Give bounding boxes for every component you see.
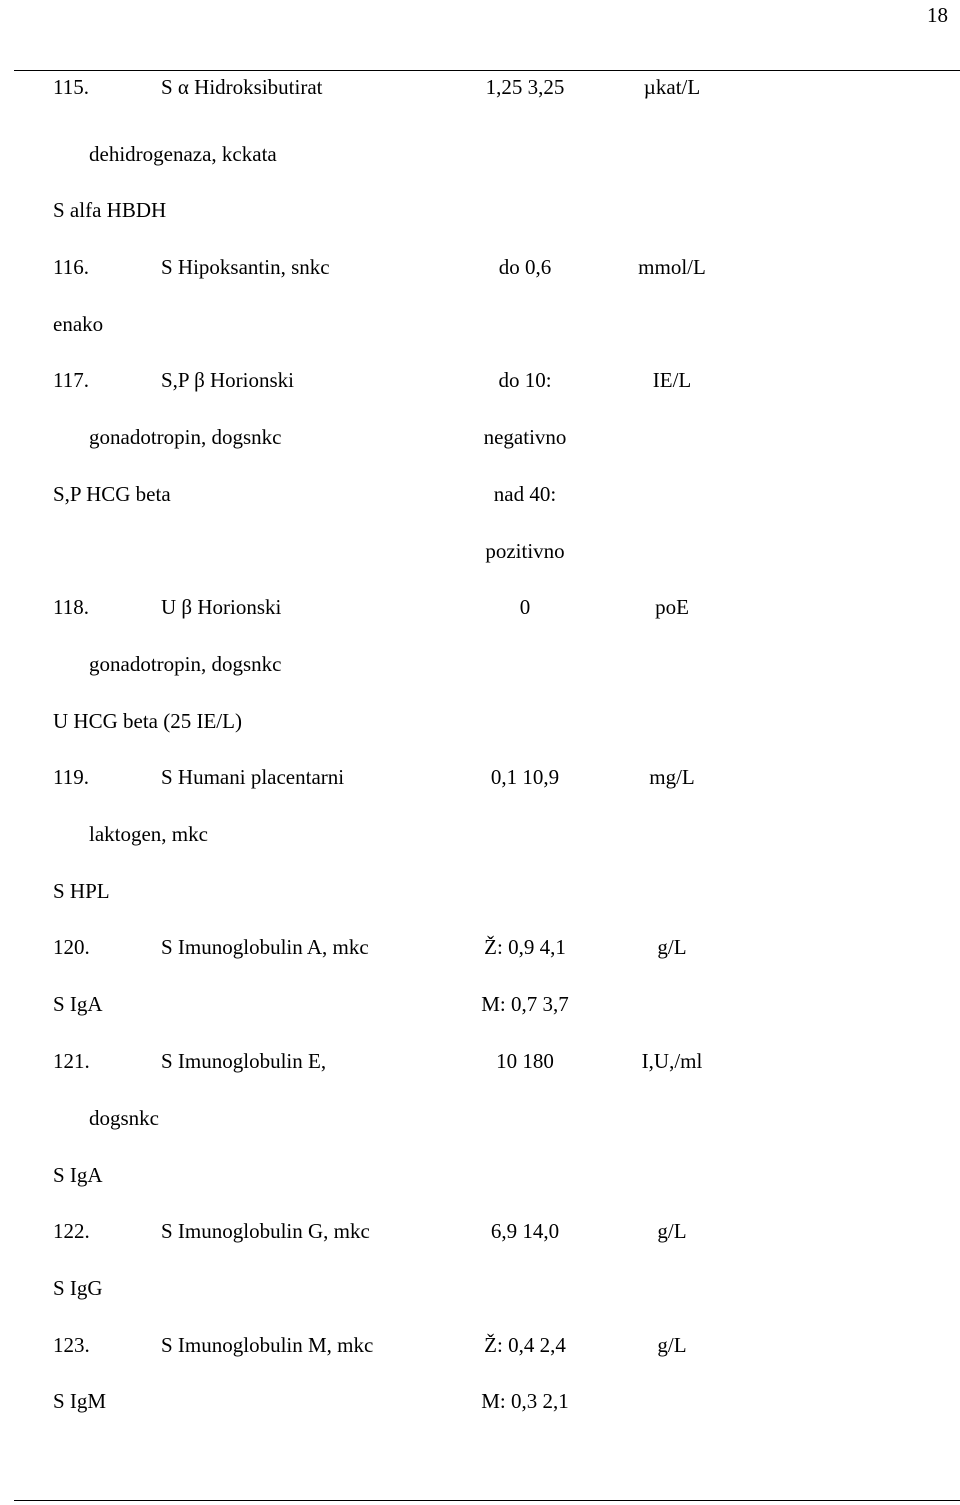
entry-unit: poE [655, 595, 689, 619]
entry-name: S,P β Horionski [161, 368, 295, 392]
entry-value: do 10: [498, 368, 552, 392]
entry-name: S Imunoglobulin E, [161, 1049, 327, 1073]
entry-value: do 0,6 [498, 255, 552, 279]
entry-name-continued: laktogen, mkc [89, 822, 208, 846]
entry-number: 121. [53, 1049, 90, 1073]
entry-value: 6,9 14,0 [490, 1219, 560, 1243]
entry-unit: g/L [657, 935, 687, 959]
entry-name: S α Hidroksibutirat [161, 75, 323, 99]
entry-name: U β Horionski [161, 595, 282, 619]
entry-abbreviation: enako [53, 312, 104, 336]
entry-abbreviation: S HPL [53, 879, 110, 903]
entry-value: M: 0,7 3,7 [481, 992, 569, 1016]
entry-number: 120. [53, 935, 90, 959]
entry-abbreviation: U HCG beta (25 IE/L) [53, 709, 242, 733]
entry-value: negativno [483, 425, 567, 449]
entry-name: S Humani placentarni [161, 765, 345, 789]
entry-unit: IE/L [652, 368, 692, 392]
entry-value: 0 [519, 595, 531, 619]
entry-unit: µkat/L [643, 75, 701, 99]
entry-value: Ž: 0,9 4,1 [484, 935, 566, 959]
entry-unit: mg/L [649, 765, 695, 789]
entry-value: 1,25 3,25 [485, 75, 565, 99]
entry-name-continued: dehidrogenaza, kckata [89, 142, 277, 166]
entry-name-continued: gonadotropin, dogsnkc [89, 425, 282, 449]
entry-value: M: 0,3 2,1 [481, 1389, 569, 1413]
entry-number: 122. [53, 1219, 90, 1243]
entry-value: pozitivno [485, 539, 565, 563]
entry-name: S Imunoglobulin G, mkc [161, 1219, 370, 1243]
entry-number: 117. [53, 368, 89, 392]
entry-number: 123. [53, 1333, 90, 1357]
entry-abbreviation: S alfa HBDH [53, 198, 167, 222]
entry-value: Ž: 0,4 2,4 [484, 1333, 566, 1357]
entry-name: S Imunoglobulin M, mkc [161, 1333, 374, 1357]
entry-name: S Hipoksantin, snkc [161, 255, 330, 279]
page-number: 18 [927, 3, 948, 27]
entry-name-continued: gonadotropin, dogsnkc [89, 652, 282, 676]
entry-value: 0,1 10,9 [490, 765, 560, 789]
entry-abbreviation: S IgM [53, 1389, 107, 1413]
entry-abbreviation: S,P HCG beta [53, 482, 171, 506]
entry-name-continued: dogsnkc [89, 1106, 159, 1130]
entry-value: 10 180 [496, 1049, 554, 1073]
entry-number: 116. [53, 255, 89, 279]
entry-unit: mmol/L [638, 255, 706, 279]
footer-rule [14, 1500, 960, 1501]
entry-abbreviation: S IgA [53, 1163, 103, 1187]
entry-abbreviation: S IgA [53, 992, 103, 1016]
entry-number: 118. [53, 595, 89, 619]
entry-unit: I,U,/ml [641, 1049, 703, 1073]
entry-number: 119. [53, 765, 89, 789]
header-rule [14, 70, 960, 71]
entry-unit: g/L [657, 1333, 687, 1357]
entry-value: nad 40: [493, 482, 557, 506]
entry-number: 115. [53, 75, 89, 99]
entry-name: S Imunoglobulin A, mkc [161, 935, 369, 959]
entry-abbreviation: S IgG [53, 1276, 103, 1300]
entry-unit: g/L [657, 1219, 687, 1243]
